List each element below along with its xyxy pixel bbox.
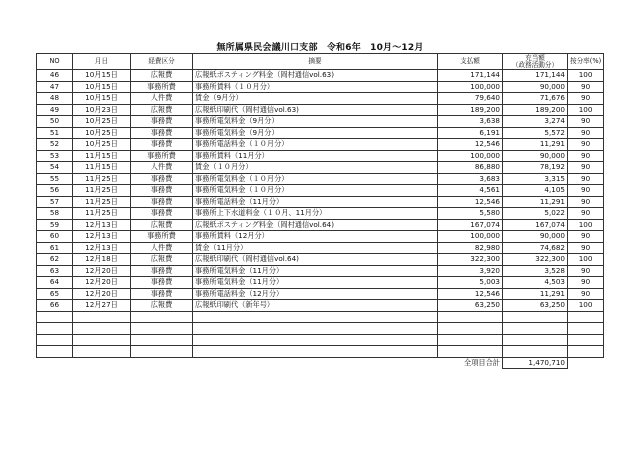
total-value: 1,470,710 — [503, 357, 568, 369]
row-no: 54 — [37, 162, 73, 174]
blank-cell — [438, 334, 503, 346]
blank-cell — [37, 334, 73, 346]
row-no: 47 — [37, 81, 73, 93]
blank-cell — [503, 334, 568, 346]
table-row — [37, 196, 604, 208]
total-row — [37, 357, 604, 369]
row-date: 12月20日 — [73, 265, 131, 277]
table-body — [37, 70, 604, 369]
row-ratio: 90 — [568, 208, 604, 220]
row-description: 賃金（9月分） — [193, 93, 438, 105]
blank-cell — [73, 323, 131, 335]
blank-cell — [37, 311, 73, 323]
row-category: 事務所費 — [131, 231, 193, 243]
blank-cell — [131, 311, 193, 323]
row-date: 12月13日 — [73, 231, 131, 243]
header-paid: 支払額 — [438, 54, 503, 70]
row-paid: 322,300 — [438, 254, 503, 266]
table-row — [37, 208, 604, 220]
row-ratio: 100 — [568, 70, 604, 82]
row-description: 賃金（１０月分） — [193, 162, 438, 174]
row-political: 11,291 — [503, 288, 568, 300]
row-political: 90,000 — [503, 150, 568, 162]
blank-cell — [568, 323, 604, 335]
row-paid: 189,200 — [438, 104, 503, 116]
row-date: 11月15日 — [73, 150, 131, 162]
row-paid: 5,580 — [438, 208, 503, 220]
row-category: 人件費 — [131, 242, 193, 254]
table-row — [37, 127, 604, 139]
row-category: 広報費 — [131, 104, 193, 116]
row-description: 事務所電気料金（11月分） — [193, 265, 438, 277]
row-paid: 12,546 — [438, 288, 503, 300]
row-description: 広報紙印刷代（新年号） — [193, 300, 438, 312]
row-paid: 171,144 — [438, 70, 503, 82]
table-row — [37, 162, 604, 174]
table-row — [37, 139, 604, 151]
row-category: 広報費 — [131, 254, 193, 266]
blank-cell — [37, 346, 73, 358]
row-description: 事務所上下水道料金（１０月、11月分） — [193, 208, 438, 220]
table-row — [37, 116, 604, 128]
row-description: 事務所電話料金（12月分） — [193, 288, 438, 300]
row-political: 5,572 — [503, 127, 568, 139]
row-date: 10月25日 — [73, 116, 131, 128]
row-ratio: 90 — [568, 116, 604, 128]
header-date: 月日 — [73, 54, 131, 70]
row-category: 事務費 — [131, 208, 193, 220]
row-political: 167,074 — [503, 219, 568, 231]
row-date: 10月15日 — [73, 93, 131, 105]
header-no: NO — [37, 54, 73, 70]
blank-cell — [73, 311, 131, 323]
row-political: 90,000 — [503, 81, 568, 93]
row-ratio: 90 — [568, 150, 604, 162]
blank-row — [37, 346, 604, 358]
row-category: 事務費 — [131, 116, 193, 128]
row-date: 11月25日 — [73, 173, 131, 185]
row-paid: 4,561 — [438, 185, 503, 197]
blank-cell — [131, 346, 193, 358]
row-description: 賃金（11月分） — [193, 242, 438, 254]
row-date: 12月18日 — [73, 254, 131, 266]
row-category: 広報費 — [131, 70, 193, 82]
row-category: 事務費 — [131, 265, 193, 277]
row-political: 4,105 — [503, 185, 568, 197]
row-date: 11月25日 — [73, 196, 131, 208]
total-label: 全項目合計 — [464, 357, 500, 367]
row-ratio: 90 — [568, 81, 604, 93]
row-date: 10月25日 — [73, 127, 131, 139]
blank-cell — [438, 346, 503, 358]
row-date: 11月15日 — [73, 162, 131, 174]
table-row — [37, 70, 604, 82]
table-row — [37, 265, 604, 277]
row-description: 事務所電話料金（１０月分） — [193, 139, 438, 151]
total-spacer — [131, 357, 193, 369]
header-row — [37, 54, 604, 70]
row-ratio: 100 — [568, 254, 604, 266]
table-row — [37, 104, 604, 116]
row-paid: 12,546 — [438, 196, 503, 208]
expense-table — [36, 53, 604, 369]
row-no: 58 — [37, 208, 73, 220]
row-no: 62 — [37, 254, 73, 266]
row-category: 事務費 — [131, 288, 193, 300]
row-category: 事務費 — [131, 185, 193, 197]
table-row — [37, 300, 604, 312]
row-no: 49 — [37, 104, 73, 116]
blank-cell — [503, 346, 568, 358]
blank-cell — [37, 323, 73, 335]
header-political-line1: 充当額 — [525, 53, 545, 62]
row-political: 71,676 — [503, 93, 568, 105]
row-paid: 12,546 — [438, 139, 503, 151]
row-no: 64 — [37, 277, 73, 289]
row-paid: 3,683 — [438, 173, 503, 185]
row-political: 78,192 — [503, 162, 568, 174]
blank-cell — [503, 323, 568, 335]
table-row — [37, 254, 604, 266]
row-no: 55 — [37, 173, 73, 185]
row-category: 事務費 — [131, 127, 193, 139]
table-row — [37, 173, 604, 185]
table-row — [37, 288, 604, 300]
row-ratio: 100 — [568, 300, 604, 312]
row-political: 74,682 — [503, 242, 568, 254]
table-row — [37, 231, 604, 243]
row-political: 3,274 — [503, 116, 568, 128]
row-paid: 167,074 — [438, 219, 503, 231]
row-date: 12月13日 — [73, 219, 131, 231]
total-spacer — [37, 357, 73, 369]
row-paid: 100,000 — [438, 231, 503, 243]
row-category: 事務費 — [131, 173, 193, 185]
row-description: 広報紙印刷代（岡村通信vol.64) — [193, 254, 438, 266]
blank-row — [37, 334, 604, 346]
blank-cell — [568, 311, 604, 323]
total-spacer — [73, 357, 131, 369]
row-paid: 63,250 — [438, 300, 503, 312]
blank-row — [37, 323, 604, 335]
row-ratio: 100 — [568, 219, 604, 231]
row-political: 3,528 — [503, 265, 568, 277]
row-political: 322,300 — [503, 254, 568, 266]
total-spacer — [568, 357, 604, 369]
row-no: 50 — [37, 116, 73, 128]
row-category: 事務費 — [131, 277, 193, 289]
row-date: 12月20日 — [73, 277, 131, 289]
blank-cell — [73, 346, 131, 358]
header-description: 摘要 — [193, 54, 438, 70]
total-spacer — [193, 357, 438, 369]
row-no: 61 — [37, 242, 73, 254]
row-ratio: 100 — [568, 104, 604, 116]
row-no: 51 — [37, 127, 73, 139]
blank-cell — [568, 334, 604, 346]
row-description: 広報紙ポスティング料金（岡村通信vol.64) — [193, 219, 438, 231]
row-no: 60 — [37, 231, 73, 243]
row-no: 59 — [37, 219, 73, 231]
row-description: 事務所電気料金（9月分） — [193, 116, 438, 128]
row-political: 11,291 — [503, 139, 568, 151]
table-row — [37, 93, 604, 105]
row-paid: 86,880 — [438, 162, 503, 174]
row-ratio: 90 — [568, 196, 604, 208]
row-date: 10月15日 — [73, 70, 131, 82]
row-ratio: 90 — [568, 162, 604, 174]
row-category: 事務所費 — [131, 81, 193, 93]
row-date: 10月23日 — [73, 104, 131, 116]
row-political: 171,144 — [503, 70, 568, 82]
row-no: 53 — [37, 150, 73, 162]
row-political: 90,000 — [503, 231, 568, 243]
row-category: 事務費 — [131, 196, 193, 208]
blank-cell — [193, 334, 438, 346]
row-political: 3,315 — [503, 173, 568, 185]
table-row — [37, 242, 604, 254]
row-description: 広報紙ポスティング料金（岡村通信vol.63) — [193, 70, 438, 82]
row-ratio: 90 — [568, 288, 604, 300]
blank-cell — [193, 323, 438, 335]
row-no: 65 — [37, 288, 73, 300]
row-ratio: 90 — [568, 185, 604, 197]
row-date: 12月20日 — [73, 288, 131, 300]
row-date: 10月15日 — [73, 81, 131, 93]
row-paid: 79,640 — [438, 93, 503, 105]
row-paid: 5,003 — [438, 277, 503, 289]
row-category: 事務費 — [131, 139, 193, 151]
row-paid: 82,980 — [438, 242, 503, 254]
row-political: 4,503 — [503, 277, 568, 289]
row-description: 事務所賃料（11月分） — [193, 150, 438, 162]
row-description: 事務所電気料金（１０月分） — [193, 173, 438, 185]
row-no: 46 — [37, 70, 73, 82]
row-description: 事務所賃料（１０月分） — [193, 81, 438, 93]
row-date: 11月25日 — [73, 185, 131, 197]
row-no: 56 — [37, 185, 73, 197]
table-row — [37, 81, 604, 93]
table-row — [37, 185, 604, 197]
header-ratio: 按分率(%) — [568, 54, 604, 70]
row-ratio: 90 — [568, 127, 604, 139]
row-category: 広報費 — [131, 300, 193, 312]
blank-cell — [193, 346, 438, 358]
table-row — [37, 277, 604, 289]
row-description: 事務所賃料（12月分） — [193, 231, 438, 243]
row-description: 事務所電気料金（9月分） — [193, 127, 438, 139]
row-category: 広報費 — [131, 219, 193, 231]
blank-row — [37, 311, 604, 323]
row-political: 189,200 — [503, 104, 568, 116]
row-description: 事務所電気料金（１０月分） — [193, 185, 438, 197]
row-political: 11,291 — [503, 196, 568, 208]
row-ratio: 90 — [568, 173, 604, 185]
row-ratio: 90 — [568, 242, 604, 254]
blank-cell — [193, 311, 438, 323]
row-date: 12月27日 — [73, 300, 131, 312]
header-political-line2: （政務活動分） — [511, 60, 559, 69]
row-ratio: 90 — [568, 265, 604, 277]
row-ratio: 90 — [568, 231, 604, 243]
row-no: 57 — [37, 196, 73, 208]
row-paid: 3,638 — [438, 116, 503, 128]
row-paid: 100,000 — [438, 150, 503, 162]
header-category: 経費区分 — [131, 54, 193, 70]
row-description: 広報紙印刷代（岡村通信vol.63) — [193, 104, 438, 116]
row-category: 事務所費 — [131, 150, 193, 162]
blank-cell — [568, 346, 604, 358]
row-no: 63 — [37, 265, 73, 277]
blank-cell — [131, 334, 193, 346]
blank-cell — [503, 311, 568, 323]
row-no: 52 — [37, 139, 73, 151]
row-category: 人件費 — [131, 93, 193, 105]
blank-cell — [73, 334, 131, 346]
table-row — [37, 150, 604, 162]
blank-cell — [438, 311, 503, 323]
header-political — [503, 54, 568, 70]
row-paid: 3,920 — [438, 265, 503, 277]
row-ratio: 90 — [568, 139, 604, 151]
blank-cell — [438, 323, 503, 335]
row-date: 11月25日 — [73, 208, 131, 220]
row-no: 66 — [37, 300, 73, 312]
row-category: 人件費 — [131, 162, 193, 174]
row-date: 12月13日 — [73, 242, 131, 254]
table-row — [37, 219, 604, 231]
document-title: 無所属県民会議川口支部 令和6年 10月〜12月 — [216, 43, 424, 53]
row-paid: 100,000 — [438, 81, 503, 93]
row-date: 10月25日 — [73, 139, 131, 151]
row-paid: 6,191 — [438, 127, 503, 139]
row-political: 5,022 — [503, 208, 568, 220]
row-description: 事務所電気料金（11月分） — [193, 277, 438, 289]
blank-cell — [131, 323, 193, 335]
row-description: 事務所電話料金（11月分） — [193, 196, 438, 208]
row-no: 48 — [37, 93, 73, 105]
row-political: 63,250 — [503, 300, 568, 312]
row-ratio: 90 — [568, 93, 604, 105]
row-ratio: 90 — [568, 277, 604, 289]
